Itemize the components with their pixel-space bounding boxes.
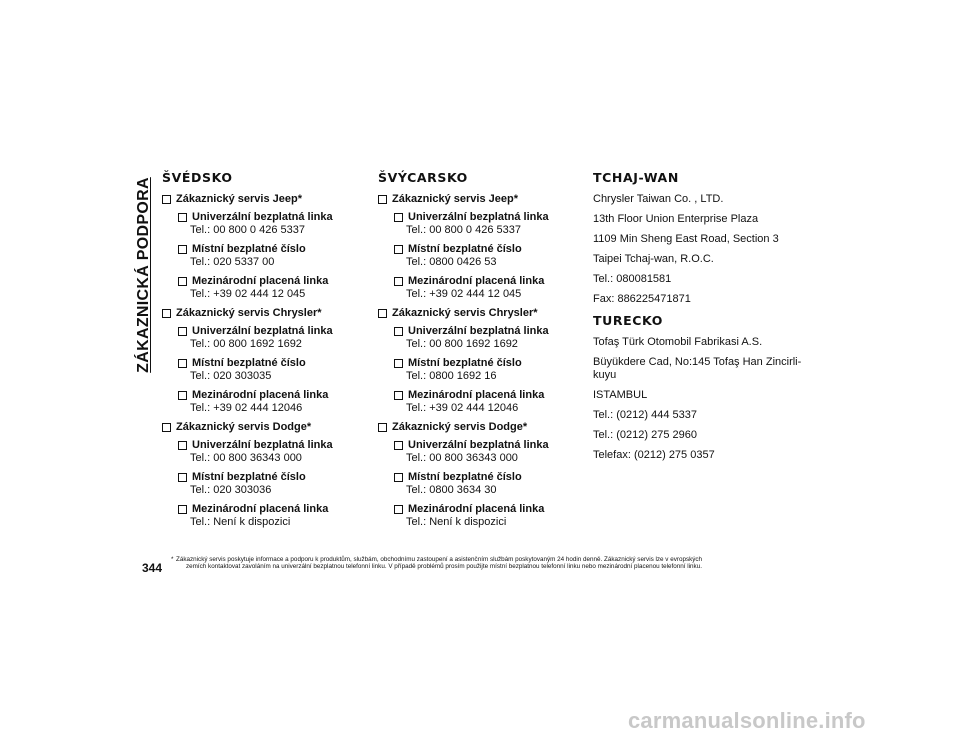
phone-number: Tel.: 0800 0426 53 (406, 256, 497, 268)
phone-number: Tel.: 00 800 36343 000 (406, 452, 518, 464)
service-name: Zákaznický servis Dodge* (176, 421, 312, 433)
column-taiwan-turkey (593, 170, 808, 469)
phone-number: Tel.: 00 800 36343 000 (190, 452, 302, 464)
phone-number: Tel.: Není k dispozici (406, 516, 507, 528)
service-name: Zákaznický servis Chrysler* (392, 307, 538, 319)
line-label: Místní bezplatné číslo (408, 471, 522, 483)
phone-number: Tel.: +39 02 444 12 045 (406, 288, 522, 300)
phone-line (394, 439, 588, 465)
phone-number: Tel.: 020 303035 (190, 370, 272, 382)
phone-line (178, 389, 372, 415)
phone-line (394, 389, 588, 415)
phone-line (178, 471, 372, 497)
phone-line (394, 325, 588, 351)
line-label: Univerzální bezplatná linka (408, 211, 549, 223)
line-label: Místní bezplatné číslo (192, 471, 306, 483)
phone-line (178, 243, 372, 269)
checkbox-square-icon (394, 213, 403, 222)
phone-number: Tel.: 00 800 1692 1692 (190, 338, 302, 350)
phone-number: Tel.: 020 303036 (190, 484, 272, 496)
address-line: Büyükdere Cad, No:145 Tofaş Han Zincirli-kuyu (593, 356, 802, 381)
address-line: Taipei Tchaj-wan, R.O.C. (593, 253, 714, 265)
country-heading: TCHAJ-WAN (593, 170, 679, 185)
checkbox-square-icon (178, 473, 187, 482)
phone-line (178, 275, 372, 301)
checkbox-square-icon (178, 505, 187, 514)
line-label: Univerzální bezplatná linka (408, 325, 549, 337)
checkbox-square-icon (178, 359, 187, 368)
service-name: Zákaznický servis Chrysler* (176, 307, 322, 319)
phone-line (394, 275, 588, 301)
checkbox-square-icon (378, 309, 387, 318)
phone-number: Tel.: +39 02 444 12046 (406, 402, 519, 414)
footnote-line: Zákaznický servis poskytuje informace a podporu k produktům, službám, obchodnímu zastoupení a asistenčním službám poskytovaným 24 hodin denně. Zákaznický servis lze v evropských (176, 556, 703, 563)
line-label: Mezinárodní placená linka (192, 275, 329, 287)
phone-line (394, 243, 588, 269)
checkbox-square-icon (178, 277, 187, 286)
phone-number: Tel.: 020 5337 00 (190, 256, 275, 268)
line-label: Mezinárodní placená linka (192, 389, 329, 401)
checkbox-square-icon (378, 195, 387, 204)
checkbox-square-icon (178, 213, 187, 222)
address-line: ISTAMBUL (593, 389, 648, 401)
footnote-line: zemích kontaktovat zavoláním na univerzální bezplatnou telefonní linku. V případě problémů prosím použijte místní bezplatnou telefonní linku nebo mezinárodní placenou telefonní linku. (186, 563, 702, 571)
checkbox-square-icon (394, 327, 403, 336)
line-label: Univerzální bezplatná linka (192, 211, 333, 223)
line-label: Místní bezplatné číslo (408, 357, 522, 369)
phone-line (178, 439, 372, 465)
service-name: Zákaznický servis Jeep* (392, 193, 518, 205)
checkbox-square-icon (178, 245, 187, 254)
footnote-marker: * (171, 556, 174, 563)
address-line: Tofaş Türk Otomobil Fabrikasi A.S. (593, 336, 763, 348)
phone-line (178, 503, 372, 529)
phone-number: Tel.: Není k dispozici (190, 516, 291, 528)
checkbox-square-icon (394, 245, 403, 254)
phone-number: Tel.: 00 800 0 426 5337 (406, 224, 521, 236)
checkbox-square-icon (162, 423, 171, 432)
service-section (378, 307, 588, 415)
checkbox-square-icon (394, 505, 403, 514)
phone-number: Tel.: 00 800 1692 1692 (406, 338, 518, 350)
address-line: 1109 Min Sheng East Road, Section 3 (593, 233, 779, 245)
phone-line (394, 471, 588, 497)
address-line: 13th Floor Union Enterprise Plaza (593, 213, 759, 225)
checkbox-square-icon (394, 473, 403, 482)
service-name: Zákaznický servis Dodge* (392, 421, 528, 433)
phone-line (178, 325, 372, 351)
service-section (378, 193, 588, 301)
footnote (171, 556, 816, 571)
side-title-text: ZÁKAZNICKÁ PODPORA (135, 177, 152, 373)
line-label: Mezinárodní placená linka (408, 275, 545, 287)
checkbox-square-icon (394, 391, 403, 400)
service-name: Zákaznický servis Jeep* (176, 193, 302, 205)
phone-line (394, 357, 588, 383)
column-sweden (162, 170, 372, 535)
line-label: Místní bezplatné číslo (192, 357, 306, 369)
checkbox-square-icon (162, 309, 171, 318)
country-heading: TURECKO (593, 313, 663, 328)
watermark: carmanualsonline.info (628, 708, 866, 733)
phone-line (394, 503, 588, 529)
phone-number: Tel.: (0212) 275 2960 (593, 429, 697, 441)
service-section (378, 421, 588, 529)
line-label: Mezinárodní placená linka (192, 503, 329, 515)
page-number: 344 (142, 561, 163, 575)
country-heading: ŠVÝCARSKO (378, 170, 468, 185)
checkbox-square-icon (394, 441, 403, 450)
phone-number: Tel.: 0800 3634 30 (406, 484, 497, 496)
address-line: Chrysler Taiwan Co. , LTD. (593, 193, 724, 205)
phone-number: Tel.: +39 02 444 12 045 (190, 288, 306, 300)
country-heading: ŠVÉDSKO (162, 170, 233, 185)
phone-line (394, 211, 588, 237)
line-label: Univerzální bezplatná linka (192, 439, 333, 451)
line-label: Místní bezplatné číslo (408, 243, 522, 255)
service-section (162, 193, 372, 301)
column-switzerland (378, 170, 588, 535)
service-section (162, 421, 372, 529)
fax-number: Telefax: (0212) 275 0357 (593, 449, 715, 461)
line-label: Mezinárodní placená linka (408, 389, 545, 401)
line-label: Univerzální bezplatná linka (192, 325, 333, 337)
phone-line (178, 357, 372, 383)
checkbox-square-icon (178, 391, 187, 400)
checkbox-square-icon (162, 195, 171, 204)
checkbox-square-icon (178, 441, 187, 450)
phone-number: Tel.: 0800 1692 16 (406, 370, 497, 382)
phone-number: Tel.: 080081581 (593, 273, 672, 285)
phone-line (178, 211, 372, 237)
checkbox-square-icon (178, 327, 187, 336)
line-label: Mezinárodní placená linka (408, 503, 545, 515)
line-label: Místní bezplatné číslo (192, 243, 306, 255)
phone-number: Tel.: (0212) 444 5337 (593, 409, 697, 421)
phone-number: Tel.: +39 02 444 12046 (190, 402, 303, 414)
side-section-title (132, 172, 156, 378)
phone-number: Tel.: 00 800 0 426 5337 (190, 224, 305, 236)
checkbox-square-icon (394, 359, 403, 368)
checkbox-square-icon (378, 423, 387, 432)
service-section (162, 307, 372, 415)
fax-number: Fax: 886225471871 (593, 293, 691, 305)
line-label: Univerzální bezplatná linka (408, 439, 549, 451)
checkbox-square-icon (394, 277, 403, 286)
